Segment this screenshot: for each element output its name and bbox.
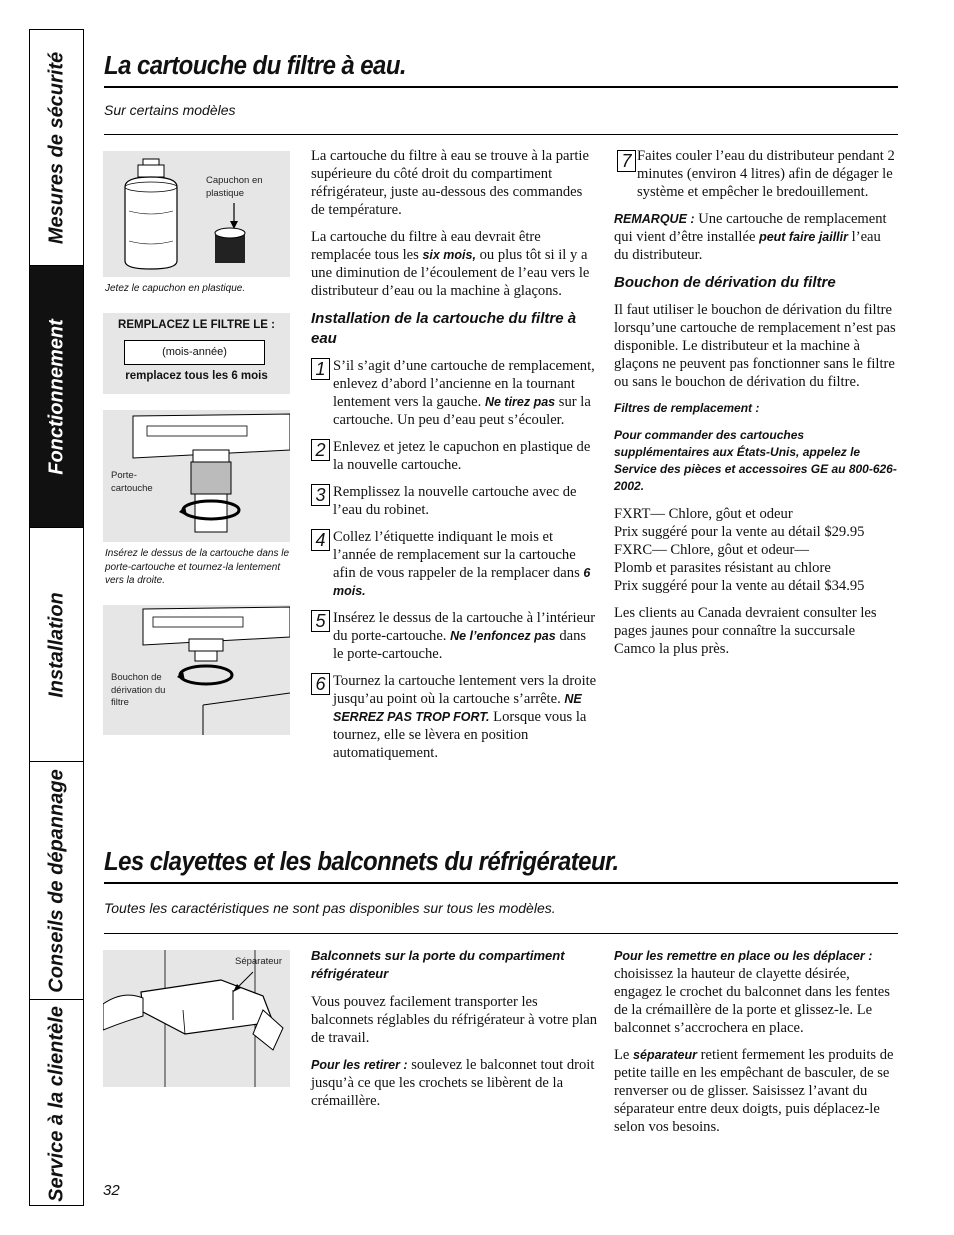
- filter-fxrt-price: Prix suggéré pour la vente au détail $29.95: [614, 524, 865, 540]
- section-title-water-filter: La cartouche du filtre à eau.: [104, 52, 407, 80]
- step-5: 5 Insérez le dessus de la cartouche à l’intérieur du porte-cartouche. Ne l’enfoncez pas dans le porte-cartouche.: [311, 609, 598, 663]
- cartridge-holder-label: Porte-cartouche: [111, 470, 153, 494]
- bypass-plug-heading: Bouchon de dérivation du filtre: [614, 274, 836, 291]
- remove-paragraph: Pour les retirer : soulevez le balconnet tout droit jusqu’à ce que les crochets se libèrent de la crémaillère.: [311, 1057, 595, 1109]
- replace-box-date-field: (mois-année): [124, 340, 265, 365]
- replace-paragraph: Pour les remettre en place ou les déplacer : choisissez la hauteur de clayette désirée, engagez le crochet du balconnet dans les fentes de la crémaillère de la porte et glissez-le. Le balconnet s’accrochera en place.: [614, 949, 890, 1036]
- section1-column-2: [311, 147, 598, 771]
- tab-conseils-de-depannage[interactable]: [30, 762, 83, 1000]
- cartridge-holder-illustration: [103, 410, 290, 542]
- plastic-cap-label: Capuchon en plastique: [206, 175, 263, 199]
- replace-filter-date-box: [103, 313, 290, 394]
- step-2: 2 Enlevez et jetez le capuchon en plastique de la nouvelle cartouche.: [311, 438, 598, 474]
- step-4: 4 Collez l’étiquette indiquant le mois et l’année de remplacement sur la cartouche afin de vous rappeler de la remplacer dans 6 mois.: [311, 528, 598, 600]
- tab-label: Installation: [45, 591, 67, 698]
- cartridge-location-paragraph: La cartouche du filtre à eau se trouve à la partie supérieure du côté droit du compartiment réfrigérateur, juste au-dessous des commandes de température.: [311, 148, 589, 218]
- tab-label: Fonctionnement: [45, 318, 67, 475]
- tab-service-a-la-clientele[interactable]: [30, 1000, 83, 1207]
- order-info: Pour commander des cartouches supplémentaires aux États-Unis, appelez le Service des pièces et accessoires GE au 800-626-2002.: [614, 428, 897, 493]
- page-number: 32: [103, 1182, 120, 1199]
- step-number: 5: [311, 610, 330, 632]
- filter-fxrc-price: Prix suggéré pour la vente au détail $34.95: [614, 578, 865, 594]
- door-bin-illustration: [103, 950, 290, 1087]
- canada-paragraph: Les clients au Canada devraient consulter les pages jaunes pour connaître la succursale Camco la plus près.: [614, 605, 877, 657]
- door-bin-with-hands-icon: [103, 950, 290, 1087]
- replace-box-title: REMPLACEZ LE FILTRE LE :: [118, 319, 275, 331]
- replace-box-note: remplacez tous les 6 mois: [125, 370, 268, 382]
- tab-installation[interactable]: [30, 528, 83, 762]
- section2-column-2: [311, 947, 598, 1119]
- filter-fxrc-detail: Plomb et parasites résistant au chlore: [614, 560, 831, 576]
- step-6: 6 Tournez la cartouche lentement vers la droite jusqu’au point où la cartouche s’arrête. NE SERREZ PAS TROP FORT. Lorsque vous la tournez, elle se lèvera en position automatiquement.: [311, 672, 598, 762]
- step-3: 3 Remplissez la nouvelle cartouche avec de l’eau du robinet.: [311, 483, 598, 519]
- cartridge-illustration: [103, 151, 290, 277]
- section-subtitle: Sur certains modèles: [104, 102, 236, 118]
- bypass-plug-icon: [103, 605, 290, 735]
- section-title-shelves: Les clayettes et les balconnets du réfrigérateur.: [104, 848, 619, 876]
- tab-label: Conseils de dépannage: [45, 768, 67, 993]
- tab-mesures-de-securite[interactable]: [30, 30, 83, 266]
- bypass-plug-paragraph: Il faut utiliser le bouchon de dérivation du filtre lorsqu’une cartouche de remplacement n’est pas disponible. Le distributeur et la machine à glaçons ne peuvent pas fonctionner sans le filtre ou sans le bouchon de dérivation du filtre.: [614, 302, 896, 390]
- door-bins-paragraph: Vous pouvez facilement transporter les balconnets réglables du réfrigérateur à votre plan de travail.: [311, 994, 598, 1046]
- fig1-caption: Jetez le capuchon en plastique.: [105, 283, 246, 294]
- subtitle-rule: [104, 134, 898, 135]
- bypass-plug-illustration: [103, 605, 290, 735]
- fig2-caption: Insérez le dessus de la cartouche dans le porte-cartouche et tournez-la lentement vers la droite.: [105, 548, 289, 586]
- step-number: 2: [311, 439, 330, 461]
- separator-paragraph: Le séparateur retient fermement les produits de petite taille en les empêchant de basculer, de se renverser ou de glisser. Saisissez l’avant du séparateur entre deux doigts, puis déplacez-le selon vos besoins.: [614, 1047, 894, 1135]
- section-subtitle: Toutes les caractéristiques ne sont pas disponibles sur tous les modèles.: [104, 900, 556, 916]
- side-navigation-tabs: [29, 29, 84, 1206]
- remark-paragraph: REMARQUE : Une cartouche de remplacement qui vient d’être installée peut faire jaillir l’eau du distributeur.: [614, 211, 887, 263]
- step-number: 1: [311, 358, 330, 380]
- section2-column-3: [614, 947, 899, 1145]
- step-7-number: 7: [617, 150, 636, 172]
- tab-label: Service à la clientèle: [45, 1005, 67, 1202]
- step-1: 1 S’il s’agit d’une cartouche de remplacement, enlevez d’abord l’ancienne en la tournant lentement vers la gauche. Ne tirez pas sur la cartouche. Un peu d’eau peut s’écouler.: [311, 357, 598, 429]
- replacement-filters-label: Filtres de remplacement :: [614, 401, 760, 415]
- subtitle-rule: [104, 933, 898, 934]
- filter-fxrc: FXRC— Chlore, gôut et odeur—: [614, 542, 809, 558]
- installation-heading: Installation de la cartouche du filtre à eau: [311, 310, 577, 347]
- filter-fxrt: FXRT— Chlore, gôut et odeur: [614, 506, 793, 522]
- tab-label: Mesures de sécurité: [45, 51, 67, 244]
- water-filter-cartridge-icon: [103, 151, 290, 277]
- step-number: 4: [311, 529, 330, 551]
- bypass-plug-label: Bouchon de dérivation du filtre: [111, 672, 166, 708]
- door-bins-heading: Balconnets sur la porte du compartiment réfrigérateur: [311, 948, 565, 981]
- tab-fonctionnement[interactable]: [30, 266, 83, 528]
- section1-column-3: [614, 147, 899, 667]
- step-number: 3: [311, 484, 330, 506]
- step-7: Faites couler l’eau du distributeur pendant 2 minutes (environ 4 litres) afin de dégager le système et empêcher le bredouillement.: [637, 148, 895, 200]
- title-rule: [104, 882, 898, 884]
- title-rule: [104, 86, 898, 88]
- replacement-interval-paragraph: La cartouche du filtre à eau devrait être remplacée tous les six mois, ou plus tôt si il y a une diminution de l’écoulement de l’eau vers le distributeur d’eau ou la machine à glaçons.: [311, 229, 590, 299]
- separator-label: Séparateur: [235, 956, 283, 967]
- step-number: 6: [311, 673, 330, 695]
